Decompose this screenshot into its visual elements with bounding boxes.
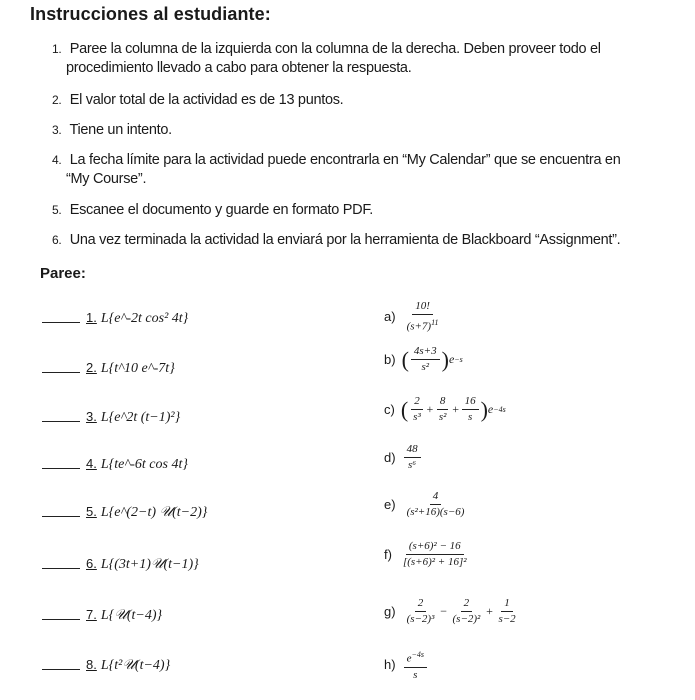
- transform-expression: L{e^-2t cos² 4t}: [100, 311, 189, 326]
- answer-blank[interactable]: [42, 669, 80, 670]
- left-item-8: 8. L{t²𝒰(t−4)}: [42, 657, 170, 674]
- fraction: $\frac{e^{-4s}}{s}$: [404, 648, 427, 682]
- answer-blank[interactable]: [42, 568, 80, 569]
- left-item-3: 3. L{e^2t (t−1)²}: [42, 409, 180, 426]
- left-item-1: 1. L{e^-2t cos² 4t}: [42, 310, 188, 327]
- left-item-5: 5. L{e^(2−t) 𝒰(t−2)}: [42, 504, 207, 521]
- right-item-b: b) ( $\frac{4s+3}{\text{s²}}$ ) e −s: [384, 345, 463, 373]
- instruction-5: 5. Escanee el documento y guarde en formato PDF.: [52, 202, 373, 218]
- transform-expression: L{𝒰(t−4)}: [100, 608, 163, 623]
- paree-label: Paree:: [40, 265, 86, 282]
- instruction-3: 3. Tiene un intento.: [52, 122, 172, 138]
- right-item-h: h) $\frac{e^{-4s}}{s}$: [384, 648, 429, 682]
- answer-blank[interactable]: [42, 322, 80, 323]
- answer-blank[interactable]: [42, 421, 80, 422]
- answer-blank[interactable]: [42, 468, 80, 469]
- instruction-6: 6. Una vez terminada la actividad la enviará por la herramienta de Blackboard “Assignment”.: [52, 232, 621, 248]
- transform-expression: L{(3t+1)𝒰(t−1)}: [100, 557, 199, 572]
- answer-blank[interactable]: [42, 372, 80, 373]
- page-title: Instrucciones al estudiante:: [30, 4, 271, 24]
- transform-expression: L{e^(2−t) 𝒰(t−2)}: [100, 505, 208, 520]
- answer-blank[interactable]: [42, 619, 80, 620]
- left-item-2: 2. L{t^10 e^-7t}: [42, 360, 175, 377]
- instruction-1: 1. Paree la columna de la izquierda con la columna de la derecha. Deben proveer todo el procedimiento llevado a cabo para obtener la respuesta.: [52, 41, 601, 76]
- fraction: $\frac{4}{\text{(s²+16)(s−6)}}$: [406, 490, 465, 518]
- right-item-g: g) $\frac{2}{\text{(s−2)³}}$ − $\frac{2}{\text{(s−2)²}}$ + $\frac{1}{s-2}$: [384, 597, 516, 625]
- instruction-4: 4. La fecha límite para la actividad puede encontrarla en “My Calendar” que se encuentra en “My Course”.: [52, 152, 621, 187]
- fraction: $\frac{48}{\text{s⁶}}$: [404, 443, 421, 472]
- left-item-4: 4. L{te^-6t cos 4t}: [42, 456, 188, 473]
- transform-expression: L{te^-6t cos 4t}: [100, 457, 188, 472]
- fraction: $\frac{4s+3}{\text{s²}}$: [411, 345, 440, 374]
- answer-blank[interactable]: [42, 516, 80, 517]
- transform-expression: L{t²𝒰(t−4)}: [100, 658, 171, 673]
- right-item-d: d) $\frac{48}{\text{s⁶}}$: [384, 443, 423, 472]
- transform-expression: L{e^2t (t−1)²}: [100, 410, 181, 425]
- fraction: $\frac{10!}{(s+7)^{11}}$: [406, 300, 439, 333]
- left-item-7: 7. L{𝒰(t−4)}: [42, 607, 162, 624]
- right-item-c: c) ( $\frac{2}{\text{s³}}$ + $\frac{8}{\text{s²}}$ + $\frac{16}{s}$ ) e −4s: [384, 395, 506, 423]
- transform-expression: L{t^10 e^-7t}: [100, 361, 175, 376]
- right-item-f: f) $\frac{\text{(s+6)² − 16}}{\text{[(s+6)² + 16]²}}$: [384, 540, 472, 569]
- fraction: $\frac{\text{(s+6)² − 16}}{\text{[(s+6)² + 16]²}}$: [402, 540, 467, 568]
- right-item-e: e) $\frac{4}{\text{(s²+16)(s−6)}}$: [384, 490, 469, 519]
- instruction-2: 2. El valor total de la actividad es de 13 puntos.: [52, 92, 344, 108]
- left-item-6: 6. L{(3t+1)𝒰(t−1)}: [42, 556, 199, 573]
- right-item-a: a) $\frac{10!}{(s+7)^{11}}$: [384, 300, 444, 334]
